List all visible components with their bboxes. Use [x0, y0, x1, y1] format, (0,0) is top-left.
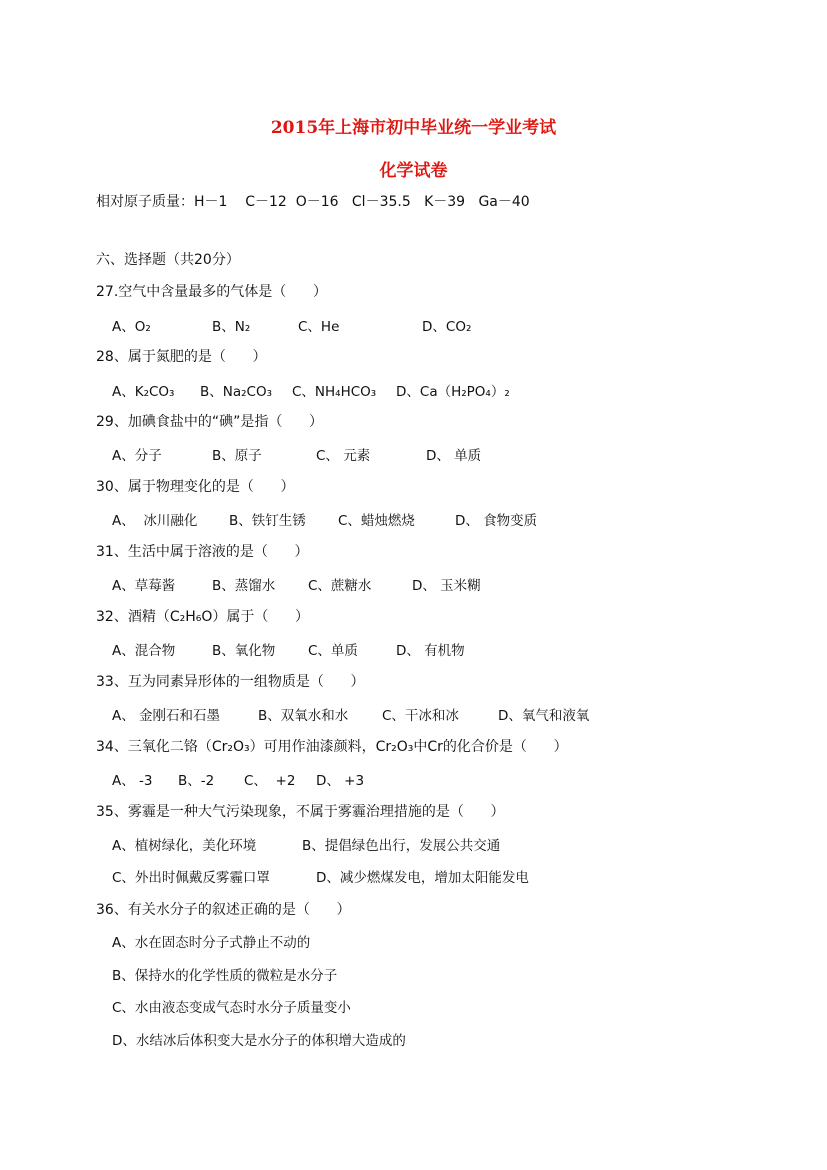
exam-subtitle: 化学试卷 [379, 161, 448, 181]
question-30: 30、属于物理变化的是（ ） [96, 479, 295, 495]
q33-option-d: D、氧气和液氧 [498, 708, 590, 724]
q29-option-c: C、 元素 [316, 448, 371, 464]
q27-option-a: A、O₂ [112, 319, 151, 335]
q29-option-b: B、原子 [212, 448, 262, 464]
q30-option-a: A、 冰川融化 [112, 513, 198, 529]
q28-option-b: B、Na₂CO₃ [200, 384, 273, 400]
q29-option-d: D、 单质 [426, 448, 482, 464]
q36-option-d: D、水结冰后体积变大是水分子的体积增大造成的 [112, 1033, 406, 1049]
q33-option-b: B、双氧水和水 [258, 708, 349, 724]
q28-option-d: D、Ca（H₂PO₄）₂ [396, 384, 510, 400]
q30-option-b: B、铁钉生锈 [229, 513, 306, 529]
q36-option-b: B、保持水的化学性质的微粒是水分子 [112, 968, 338, 984]
q27-option-d: D、CO₂ [422, 319, 472, 335]
q35-option-b: B、提倡绿色出行，发展公共交通 [302, 838, 501, 854]
question-33: 33、互为同素异形体的一组物质是（ ） [96, 674, 365, 690]
q33-option-c: C、干冰和冰 [382, 708, 459, 724]
q35-option-a: A、植树绿化，美化环境 [112, 838, 257, 854]
q28-option-c: C、NH₄HCO₃ [292, 384, 377, 400]
q30-option-c: C、蜡烛燃烧 [338, 513, 415, 529]
q36-option-c: C、水由液态变成气态时水分子质量变小 [112, 1000, 351, 1016]
question-34: 34、三氧化二铬（Cr₂O₃）可用作油漆颜料，Cr₂O₃中Cr的化合价是（ ） [96, 739, 568, 755]
question-36: 36、有关水分子的叙述正确的是（ ） [96, 902, 351, 918]
q35-option-c: C、外出时佩戴反雾霾口罩 [112, 870, 270, 886]
q31-option-c: C、蔗糖水 [308, 578, 372, 594]
q27-option-c: C、He [298, 319, 340, 335]
q29-option-a: A、分子 [112, 448, 162, 464]
q32-option-c: C、单质 [308, 643, 358, 659]
question-27: 27.空气中含量最多的气体是（ ） [96, 284, 327, 300]
question-35: 35、雾霾是一种大气污染现象，不属于雾霾治理措施的是（ ） [96, 804, 505, 820]
q36-option-a: A、水在固态时分子式静止不动的 [112, 935, 311, 951]
q27-option-b: B、N₂ [212, 319, 251, 335]
question-31: 31、生活中属于溶液的是（ ） [96, 544, 309, 560]
q33-option-a: A、 金刚石和石墨 [112, 708, 221, 724]
atomic-masses: 相对原子质量：H－1 C－12 O－16 Cl－35.5 K－39 Ga－40 [96, 194, 530, 210]
q34-option-d: D、 +3 [316, 773, 365, 789]
question-32: 32、酒精（C₂H₆O）属于（ ） [96, 609, 310, 625]
q31-option-b: B、蒸馏水 [212, 578, 276, 594]
q32-option-a: A、混合物 [112, 643, 176, 659]
q28-option-a: A、K₂CO₃ [112, 384, 175, 400]
q35-option-d: D、减少燃煤发电，增加太阳能发电 [316, 870, 529, 886]
section-heading: 六、选择题（共20分） [96, 252, 240, 268]
q34-option-a: A、 -3 [112, 773, 153, 789]
q31-option-a: A、草莓酱 [112, 578, 176, 594]
q30-option-d: D、 食物变质 [455, 513, 538, 529]
q31-option-d: D、 玉米糊 [412, 578, 481, 594]
q32-option-d: D、 有机物 [396, 643, 465, 659]
q34-option-b: B、-2 [178, 773, 215, 789]
q32-option-b: B、氧化物 [212, 643, 276, 659]
question-29: 29、加碘食盐中的“碘”是指（ ） [96, 414, 324, 430]
question-28: 28、属于氮肥的是（ ） [96, 349, 267, 365]
q34-option-c: C、 +2 [244, 773, 296, 789]
exam-title: 2015年上海市初中毕业统一学业考试 [270, 118, 557, 138]
